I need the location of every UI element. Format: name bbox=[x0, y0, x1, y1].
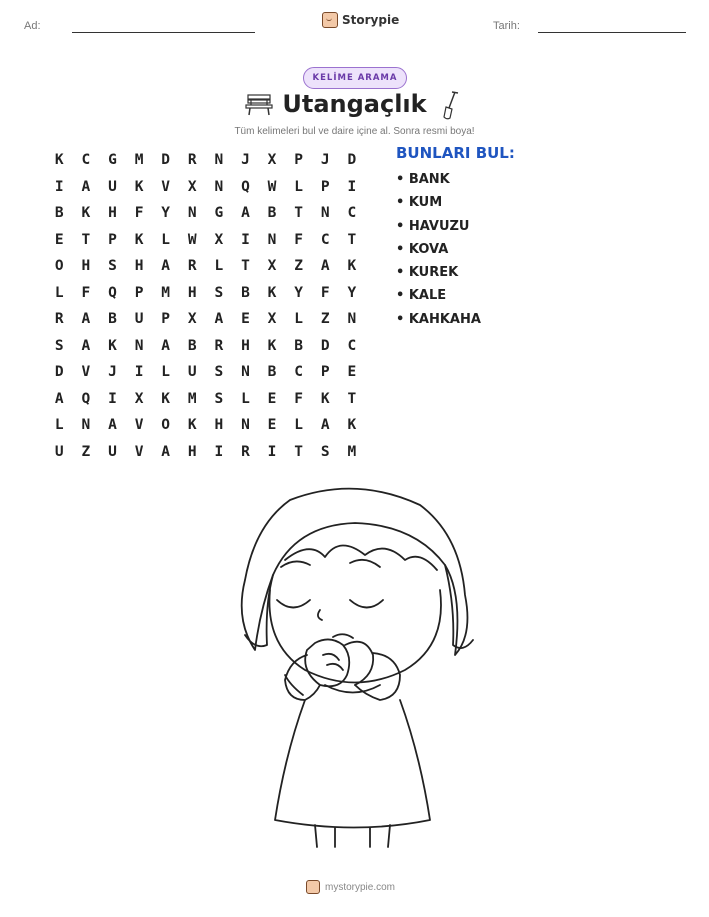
grid-cell[interactable]: Q bbox=[81, 390, 91, 407]
word-list bbox=[396, 172, 481, 335]
grid-cell[interactable]: X bbox=[267, 152, 277, 169]
grid-cell[interactable]: R bbox=[214, 337, 224, 354]
grid-row bbox=[46, 359, 365, 386]
grid-cell[interactable]: E bbox=[347, 364, 357, 381]
grid-cell[interactable]: H bbox=[214, 417, 224, 434]
word-item: • KUREK bbox=[396, 265, 459, 281]
grid-cell[interactable]: U bbox=[134, 311, 144, 328]
grid-cell[interactable]: O bbox=[161, 417, 171, 434]
grid-cell[interactable]: L bbox=[294, 311, 303, 328]
grid-cell[interactable]: I bbox=[267, 443, 277, 460]
grid-cell[interactable]: F bbox=[320, 284, 330, 301]
grid-cell[interactable]: S bbox=[320, 443, 330, 460]
name-label: Ad: bbox=[24, 20, 41, 32]
grid-cell[interactable]: K bbox=[108, 337, 117, 354]
grid-cell[interactable]: S bbox=[214, 390, 224, 407]
grid-cell[interactable]: K bbox=[134, 178, 144, 195]
grid-cell[interactable]: B bbox=[241, 284, 250, 301]
grid-cell[interactable]: N bbox=[214, 152, 224, 169]
grid-cell[interactable]: C bbox=[320, 231, 330, 248]
date-line bbox=[538, 32, 686, 33]
grid-cell[interactable]: N bbox=[347, 311, 357, 328]
date-label: Tarih: bbox=[493, 20, 520, 32]
grid-cell[interactable]: K bbox=[347, 417, 357, 434]
grid-cell[interactable]: L bbox=[294, 417, 303, 434]
grid-cell[interactable]: T bbox=[294, 443, 303, 460]
grid-cell[interactable]: H bbox=[108, 205, 117, 222]
find-heading: BUNLARI BUL: bbox=[396, 144, 515, 162]
grid-cell[interactable]: A bbox=[241, 205, 250, 222]
grid-cell[interactable]: R bbox=[187, 152, 197, 169]
grid-cell[interactable]: Z bbox=[294, 258, 303, 275]
letter-grid bbox=[46, 147, 365, 465]
grid-cell[interactable]: B bbox=[267, 364, 277, 381]
grid-cell[interactable]: E bbox=[54, 231, 64, 248]
grid-cell[interactable]: L bbox=[294, 178, 303, 195]
grid-cell[interactable]: I bbox=[214, 443, 224, 460]
grid-cell[interactable]: Q bbox=[108, 284, 117, 301]
grid-cell[interactable]: J bbox=[241, 152, 250, 169]
grid-cell[interactable]: P bbox=[161, 311, 171, 328]
grid-cell[interactable]: U bbox=[108, 443, 117, 460]
word-item: • HAVUZU bbox=[396, 218, 470, 234]
grid-cell[interactable]: N bbox=[134, 337, 144, 354]
grid-cell[interactable]: K bbox=[267, 337, 277, 354]
word-item: • KOVA bbox=[396, 241, 449, 257]
grid-cell[interactable]: U bbox=[187, 364, 197, 381]
shovel-icon bbox=[441, 90, 461, 122]
grid-cell[interactable]: R bbox=[187, 258, 197, 275]
grid-row bbox=[46, 412, 365, 439]
grid-cell[interactable]: K bbox=[187, 417, 197, 434]
grid-cell[interactable]: L bbox=[161, 364, 171, 381]
grid-cell[interactable]: A bbox=[320, 417, 330, 434]
grid-cell[interactable]: S bbox=[214, 364, 224, 381]
word-item: • BANK bbox=[396, 172, 450, 187]
grid-cell[interactable]: L bbox=[54, 417, 64, 434]
grid-cell[interactable]: R bbox=[54, 311, 64, 328]
shy-girl-illustration bbox=[215, 485, 495, 855]
grid-row bbox=[46, 280, 365, 307]
grid-cell[interactable]: I bbox=[347, 178, 357, 195]
grid-cell[interactable]: N bbox=[241, 364, 250, 381]
grid-cell[interactable]: P bbox=[108, 231, 117, 248]
grid-cell[interactable]: D bbox=[320, 337, 330, 354]
grid-row bbox=[46, 227, 365, 254]
grid-row bbox=[46, 333, 365, 360]
grid-cell[interactable]: I bbox=[108, 390, 117, 407]
grid-cell[interactable]: I bbox=[241, 231, 250, 248]
grid-cell[interactable]: P bbox=[134, 284, 144, 301]
grid-cell[interactable]: T bbox=[294, 205, 303, 222]
grid-cell[interactable]: I bbox=[134, 364, 144, 381]
grid-cell[interactable]: Z bbox=[320, 311, 330, 328]
grid-cell[interactable]: K bbox=[347, 258, 357, 275]
grid-cell[interactable]: V bbox=[81, 364, 91, 381]
grid-cell[interactable]: J bbox=[320, 152, 330, 169]
grid-cell[interactable]: P bbox=[320, 178, 330, 195]
grid-cell[interactable]: I bbox=[54, 178, 64, 195]
grid-cell[interactable]: T bbox=[81, 231, 91, 248]
grid-cell[interactable]: X bbox=[267, 311, 277, 328]
grid-cell[interactable]: K bbox=[161, 390, 171, 407]
grid-cell[interactable]: F bbox=[294, 390, 303, 407]
storypie-logo-icon bbox=[306, 880, 320, 894]
grid-cell[interactable]: A bbox=[81, 311, 91, 328]
grid-cell[interactable]: S bbox=[54, 337, 64, 354]
grid-cell[interactable]: X bbox=[214, 231, 224, 248]
grid-cell[interactable]: O bbox=[54, 258, 64, 275]
grid-cell[interactable]: A bbox=[161, 337, 171, 354]
grid-cell[interactable]: N bbox=[187, 205, 197, 222]
grid-cell[interactable]: A bbox=[161, 258, 171, 275]
name-line bbox=[72, 32, 255, 33]
grid-row bbox=[46, 439, 365, 466]
grid-cell[interactable]: D bbox=[161, 152, 171, 169]
grid-cell[interactable]: B bbox=[187, 337, 197, 354]
brand-name: Storypie bbox=[342, 13, 400, 27]
grid-cell[interactable]: V bbox=[134, 443, 144, 460]
grid-row bbox=[46, 200, 365, 227]
grid-cell[interactable]: E bbox=[241, 311, 250, 328]
grid-cell[interactable]: V bbox=[161, 178, 171, 195]
grid-cell[interactable]: S bbox=[214, 284, 224, 301]
grid-cell[interactable]: A bbox=[320, 258, 330, 275]
grid-cell[interactable]: K bbox=[54, 152, 64, 169]
footer-url: mystorypie.com bbox=[325, 881, 396, 893]
brand bbox=[322, 12, 399, 28]
grid-cell[interactable]: A bbox=[108, 417, 117, 434]
grid-cell[interactable]: E bbox=[267, 390, 277, 407]
grid-row bbox=[46, 306, 365, 333]
grid-cell[interactable]: F bbox=[294, 231, 303, 248]
grid-cell[interactable]: M bbox=[347, 443, 357, 460]
grid-cell[interactable]: X bbox=[187, 178, 197, 195]
page-title: Utangaçlık bbox=[282, 90, 427, 118]
grid-cell[interactable]: Y bbox=[161, 205, 171, 222]
grid-cell[interactable]: D bbox=[54, 364, 64, 381]
grid-cell[interactable]: Y bbox=[347, 284, 357, 301]
grid-cell[interactable]: T bbox=[347, 231, 357, 248]
grid-cell[interactable]: X bbox=[134, 390, 144, 407]
grid-cell[interactable]: M bbox=[161, 284, 171, 301]
grid-cell[interactable]: P bbox=[320, 364, 330, 381]
grid-cell[interactable]: E bbox=[267, 417, 277, 434]
grid-cell[interactable]: J bbox=[108, 364, 117, 381]
grid-cell[interactable]: V bbox=[134, 417, 144, 434]
grid-cell[interactable]: C bbox=[347, 205, 357, 222]
badge: KELİME ARAMA bbox=[303, 67, 407, 89]
grid-cell[interactable]: H bbox=[241, 337, 250, 354]
footer bbox=[306, 880, 395, 894]
grid-cell[interactable]: K bbox=[267, 284, 277, 301]
grid-cell[interactable]: F bbox=[134, 205, 144, 222]
grid-cell[interactable]: F bbox=[81, 284, 91, 301]
grid-cell[interactable]: K bbox=[81, 205, 91, 222]
grid-cell[interactable]: A bbox=[214, 311, 224, 328]
grid-cell[interactable]: K bbox=[320, 390, 330, 407]
grid-cell[interactable]: B bbox=[294, 337, 303, 354]
grid-cell[interactable]: X bbox=[187, 311, 197, 328]
word-item: • KUM bbox=[396, 195, 443, 211]
grid-cell[interactable]: P bbox=[294, 152, 303, 169]
grid-cell[interactable]: R bbox=[241, 443, 250, 460]
word-item: • KAHKAHA bbox=[396, 311, 481, 327]
grid-cell[interactable]: A bbox=[81, 337, 91, 354]
grid-cell[interactable]: B bbox=[267, 205, 277, 222]
grid-cell[interactable]: Y bbox=[294, 284, 303, 301]
grid-cell[interactable]: N bbox=[214, 178, 224, 195]
instructions: Tüm kelimeleri bul ve daire içine al. Sonra resmi boya! bbox=[234, 126, 475, 137]
grid-cell[interactable]: H bbox=[187, 284, 197, 301]
grid-cell[interactable]: S bbox=[108, 258, 117, 275]
grid-cell[interactable]: U bbox=[108, 178, 117, 195]
grid-cell[interactable]: U bbox=[54, 443, 64, 460]
grid-cell[interactable]: H bbox=[134, 258, 144, 275]
grid-row bbox=[46, 174, 365, 201]
grid-cell[interactable]: H bbox=[187, 443, 197, 460]
grid-cell[interactable]: L bbox=[214, 258, 224, 275]
grid-cell[interactable]: W bbox=[187, 231, 197, 248]
word-item: • KALE bbox=[396, 288, 447, 304]
grid-row bbox=[46, 386, 365, 413]
grid-cell[interactable]: Z bbox=[81, 443, 91, 460]
grid-cell[interactable]: B bbox=[108, 311, 117, 328]
grid-cell[interactable]: D bbox=[347, 152, 357, 169]
grid-cell[interactable]: L bbox=[241, 390, 250, 407]
grid-cell[interactable]: T bbox=[241, 258, 250, 275]
grid-cell[interactable]: L bbox=[54, 284, 64, 301]
grid-cell[interactable]: B bbox=[54, 205, 64, 222]
grid-cell[interactable]: T bbox=[347, 390, 357, 407]
grid-cell[interactable]: C bbox=[294, 364, 303, 381]
grid-cell[interactable]: H bbox=[81, 258, 91, 275]
grid-cell[interactable]: M bbox=[187, 390, 197, 407]
grid-cell[interactable]: A bbox=[54, 390, 64, 407]
grid-cell[interactable]: A bbox=[81, 178, 91, 195]
grid-row bbox=[46, 147, 365, 174]
grid-cell[interactable]: N bbox=[81, 417, 91, 434]
grid-cell[interactable]: Q bbox=[241, 178, 250, 195]
grid-cell[interactable]: G bbox=[108, 152, 117, 169]
grid-cell[interactable]: X bbox=[267, 258, 277, 275]
grid-cell[interactable]: W bbox=[267, 178, 277, 195]
grid-cell[interactable]: C bbox=[347, 337, 357, 354]
grid-cell[interactable]: L bbox=[161, 231, 171, 248]
grid-cell[interactable]: A bbox=[161, 443, 171, 460]
grid-cell[interactable]: M bbox=[134, 152, 144, 169]
grid-row bbox=[46, 253, 365, 280]
grid-cell[interactable]: N bbox=[267, 231, 277, 248]
storypie-logo-icon bbox=[322, 12, 338, 28]
grid-cell[interactable]: N bbox=[320, 205, 330, 222]
grid-cell[interactable]: C bbox=[81, 152, 91, 169]
grid-cell[interactable]: G bbox=[214, 205, 224, 222]
grid-cell[interactable]: K bbox=[134, 231, 144, 248]
grid-cell[interactable]: N bbox=[241, 417, 250, 434]
